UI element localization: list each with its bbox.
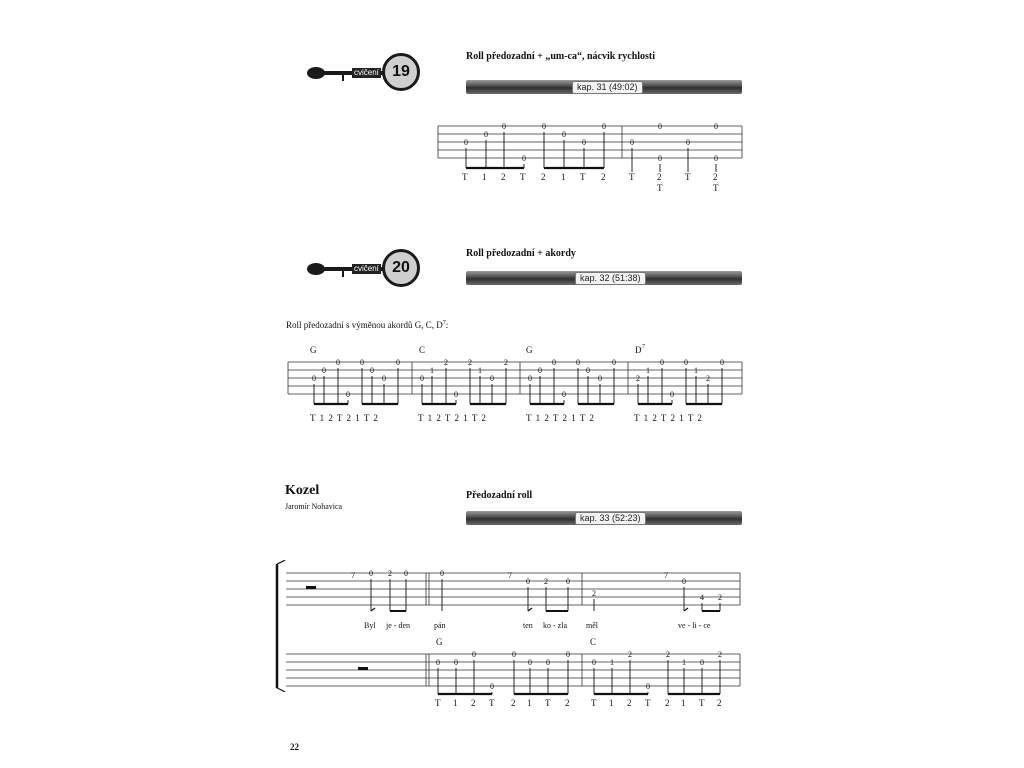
svg-text:2: 2	[628, 650, 632, 659]
lyric: Byl	[364, 621, 376, 630]
finger: 2	[713, 172, 718, 182]
tab-staff-20	[280, 340, 750, 420]
chord-label: G	[310, 345, 317, 355]
finger: 1	[561, 172, 566, 182]
melody-staff	[278, 565, 748, 637]
svg-text:0: 0	[522, 154, 526, 163]
svg-text:0: 0	[592, 658, 596, 667]
svg-text:0: 0	[528, 374, 532, 383]
svg-text:7: 7	[351, 571, 355, 580]
roll-staff	[278, 632, 748, 704]
svg-text:0: 0	[700, 658, 704, 667]
svg-text:2: 2	[444, 358, 448, 367]
svg-text:0: 0	[454, 658, 458, 667]
finger: 1	[527, 698, 532, 708]
finger: T	[699, 698, 705, 708]
svg-text:4: 4	[700, 593, 704, 602]
finger: T	[657, 183, 663, 193]
svg-text:0: 0	[714, 154, 718, 163]
finger: T	[545, 698, 551, 708]
chord-label: G	[436, 637, 443, 647]
chord-sup: 7	[642, 344, 645, 350]
svg-text:0: 0	[552, 358, 556, 367]
exercise-19-number: 19	[382, 53, 420, 91]
svg-text:0: 0	[336, 358, 340, 367]
finger: 2	[601, 172, 606, 182]
finger: T	[645, 698, 651, 708]
intro-sup: 7	[442, 320, 446, 326]
svg-text:2: 2	[706, 374, 710, 383]
lyric: ten	[523, 621, 533, 630]
svg-text:0: 0	[542, 122, 546, 131]
svg-text:0: 0	[360, 358, 364, 367]
svg-text:0: 0	[538, 366, 542, 375]
svg-text:0: 0	[502, 122, 506, 131]
svg-text:0: 0	[720, 358, 724, 367]
svg-text:2: 2	[388, 569, 392, 578]
finger-group: T 1 2 T 2 1 T 2	[310, 413, 379, 423]
svg-text:0: 0	[686, 138, 690, 147]
exercise-20-number: 20	[382, 249, 420, 287]
lyric: měl	[586, 621, 598, 630]
exercise-19-label: cvičení	[354, 68, 379, 77]
svg-text:0: 0	[472, 650, 476, 659]
lyric: ve - li - ce	[678, 621, 711, 630]
svg-text:1: 1	[694, 366, 698, 375]
finger: 2	[657, 172, 662, 182]
chord-label: C	[419, 345, 426, 355]
svg-text:2: 2	[636, 374, 640, 383]
intro-text: Roll předozadní s výměnou akordů G, C, D	[286, 320, 443, 330]
exercise-20-fingers	[280, 413, 750, 425]
svg-text:0: 0	[490, 374, 494, 383]
svg-text:0: 0	[646, 682, 650, 691]
svg-text:0: 0	[658, 122, 662, 131]
lyric: je - den	[386, 621, 410, 630]
svg-text:0: 0	[464, 138, 468, 147]
svg-text:0: 0	[682, 577, 686, 586]
finger: T	[520, 172, 526, 182]
song-fingers	[278, 698, 748, 710]
finger: T	[685, 172, 691, 182]
svg-text:0: 0	[490, 682, 494, 691]
exercise-20-chapter: kap. 32 (51:38)	[575, 272, 646, 285]
svg-text:2: 2	[666, 650, 670, 659]
svg-text:0: 0	[562, 130, 566, 139]
chord-label: D	[635, 345, 642, 355]
exercise-20-title: Roll předozadní + akordy	[466, 248, 576, 259]
finger: 1	[681, 698, 686, 708]
svg-text:0: 0	[658, 154, 662, 163]
finger: 2	[511, 698, 516, 708]
finger: 1	[482, 172, 487, 182]
svg-text:0: 0	[454, 390, 458, 399]
svg-text:0: 0	[612, 358, 616, 367]
svg-text:7: 7	[664, 571, 668, 580]
lyric: ko - zla	[543, 621, 567, 630]
finger: 2	[565, 698, 570, 708]
svg-text:0: 0	[436, 658, 440, 667]
exercise-19-fingers	[430, 172, 750, 198]
song-roll-title: Předozadní roll	[466, 490, 533, 501]
exercise-19-title: Roll předozadní + „um-ca“, nácvik rychlosti	[466, 51, 656, 62]
svg-text:0: 0	[382, 374, 386, 383]
svg-text:2: 2	[718, 593, 722, 602]
svg-text:0: 0	[660, 358, 664, 367]
finger: T	[580, 172, 586, 182]
svg-text:1: 1	[610, 658, 614, 667]
svg-text:0: 0	[586, 366, 590, 375]
song-chapter: kap. 33 (52:23)	[575, 512, 646, 525]
svg-text:2: 2	[468, 358, 472, 367]
svg-text:0: 0	[670, 390, 674, 399]
finger-group: T 1 2 T 2 1 T 2	[634, 413, 703, 423]
svg-text:0: 0	[526, 577, 530, 586]
svg-text:0: 0	[630, 138, 634, 147]
svg-text:0: 0	[396, 358, 400, 367]
svg-text:2: 2	[544, 577, 548, 586]
finger: 1	[453, 698, 458, 708]
finger: T	[629, 172, 635, 182]
finger: 2	[541, 172, 546, 182]
finger: 1	[609, 698, 614, 708]
finger-group: T 1 2 T 2 1 T 2	[418, 413, 487, 423]
finger: 2	[665, 698, 670, 708]
svg-text:0: 0	[602, 122, 606, 131]
svg-text:0: 0	[322, 366, 326, 375]
svg-text:0: 0	[562, 390, 566, 399]
finger: T	[713, 183, 719, 193]
svg-text:0: 0	[440, 569, 444, 578]
svg-text:1: 1	[646, 366, 650, 375]
svg-text:2: 2	[592, 589, 596, 598]
svg-text:0: 0	[598, 374, 602, 383]
svg-text:2: 2	[718, 650, 722, 659]
svg-text:7: 7	[508, 571, 512, 580]
svg-text:0: 0	[714, 122, 718, 131]
svg-text:0: 0	[576, 358, 580, 367]
lyric: pán	[434, 621, 446, 630]
svg-text:0: 0	[566, 650, 570, 659]
finger: 2	[717, 698, 722, 708]
finger-group: T 1 2 T 2 1 T 2	[526, 413, 595, 423]
chord-label: C	[590, 637, 597, 647]
exercise-19-chapter: kap. 31 (49:02)	[572, 81, 643, 94]
svg-text:1: 1	[478, 366, 482, 375]
finger: 2	[471, 698, 476, 708]
svg-text:0: 0	[484, 130, 488, 139]
finger: T	[591, 698, 597, 708]
svg-text:0: 0	[512, 650, 516, 659]
svg-text:0: 0	[369, 569, 373, 578]
svg-text:1: 1	[430, 366, 434, 375]
finger: T	[489, 698, 495, 708]
svg-text:0: 0	[546, 658, 550, 667]
exercise-20-intro: Roll předozadní s výměnou akordů G, C, $D^7$:	[286, 320, 449, 330]
svg-text:0: 0	[566, 577, 570, 586]
svg-text:0: 0	[346, 390, 350, 399]
song-author: Jaromír Nohavica	[285, 502, 343, 511]
svg-text:0: 0	[684, 358, 688, 367]
svg-text:0: 0	[312, 374, 316, 383]
chord-label: G	[526, 345, 533, 355]
svg-text:0: 0	[404, 569, 408, 578]
svg-text:2: 2	[504, 358, 508, 367]
finger: T	[435, 698, 441, 708]
finger: 2	[501, 172, 506, 182]
exercise-20-label: cvičení	[354, 264, 379, 273]
svg-text:0: 0	[582, 138, 586, 147]
svg-text:1: 1	[682, 658, 686, 667]
finger: 2	[627, 698, 632, 708]
svg-text:0: 0	[420, 374, 424, 383]
song-title: Kozel	[285, 483, 320, 498]
svg-text:0: 0	[370, 366, 374, 375]
svg-text:0: 0	[528, 658, 532, 667]
page-number: 22	[290, 742, 299, 752]
finger: T	[462, 172, 468, 182]
